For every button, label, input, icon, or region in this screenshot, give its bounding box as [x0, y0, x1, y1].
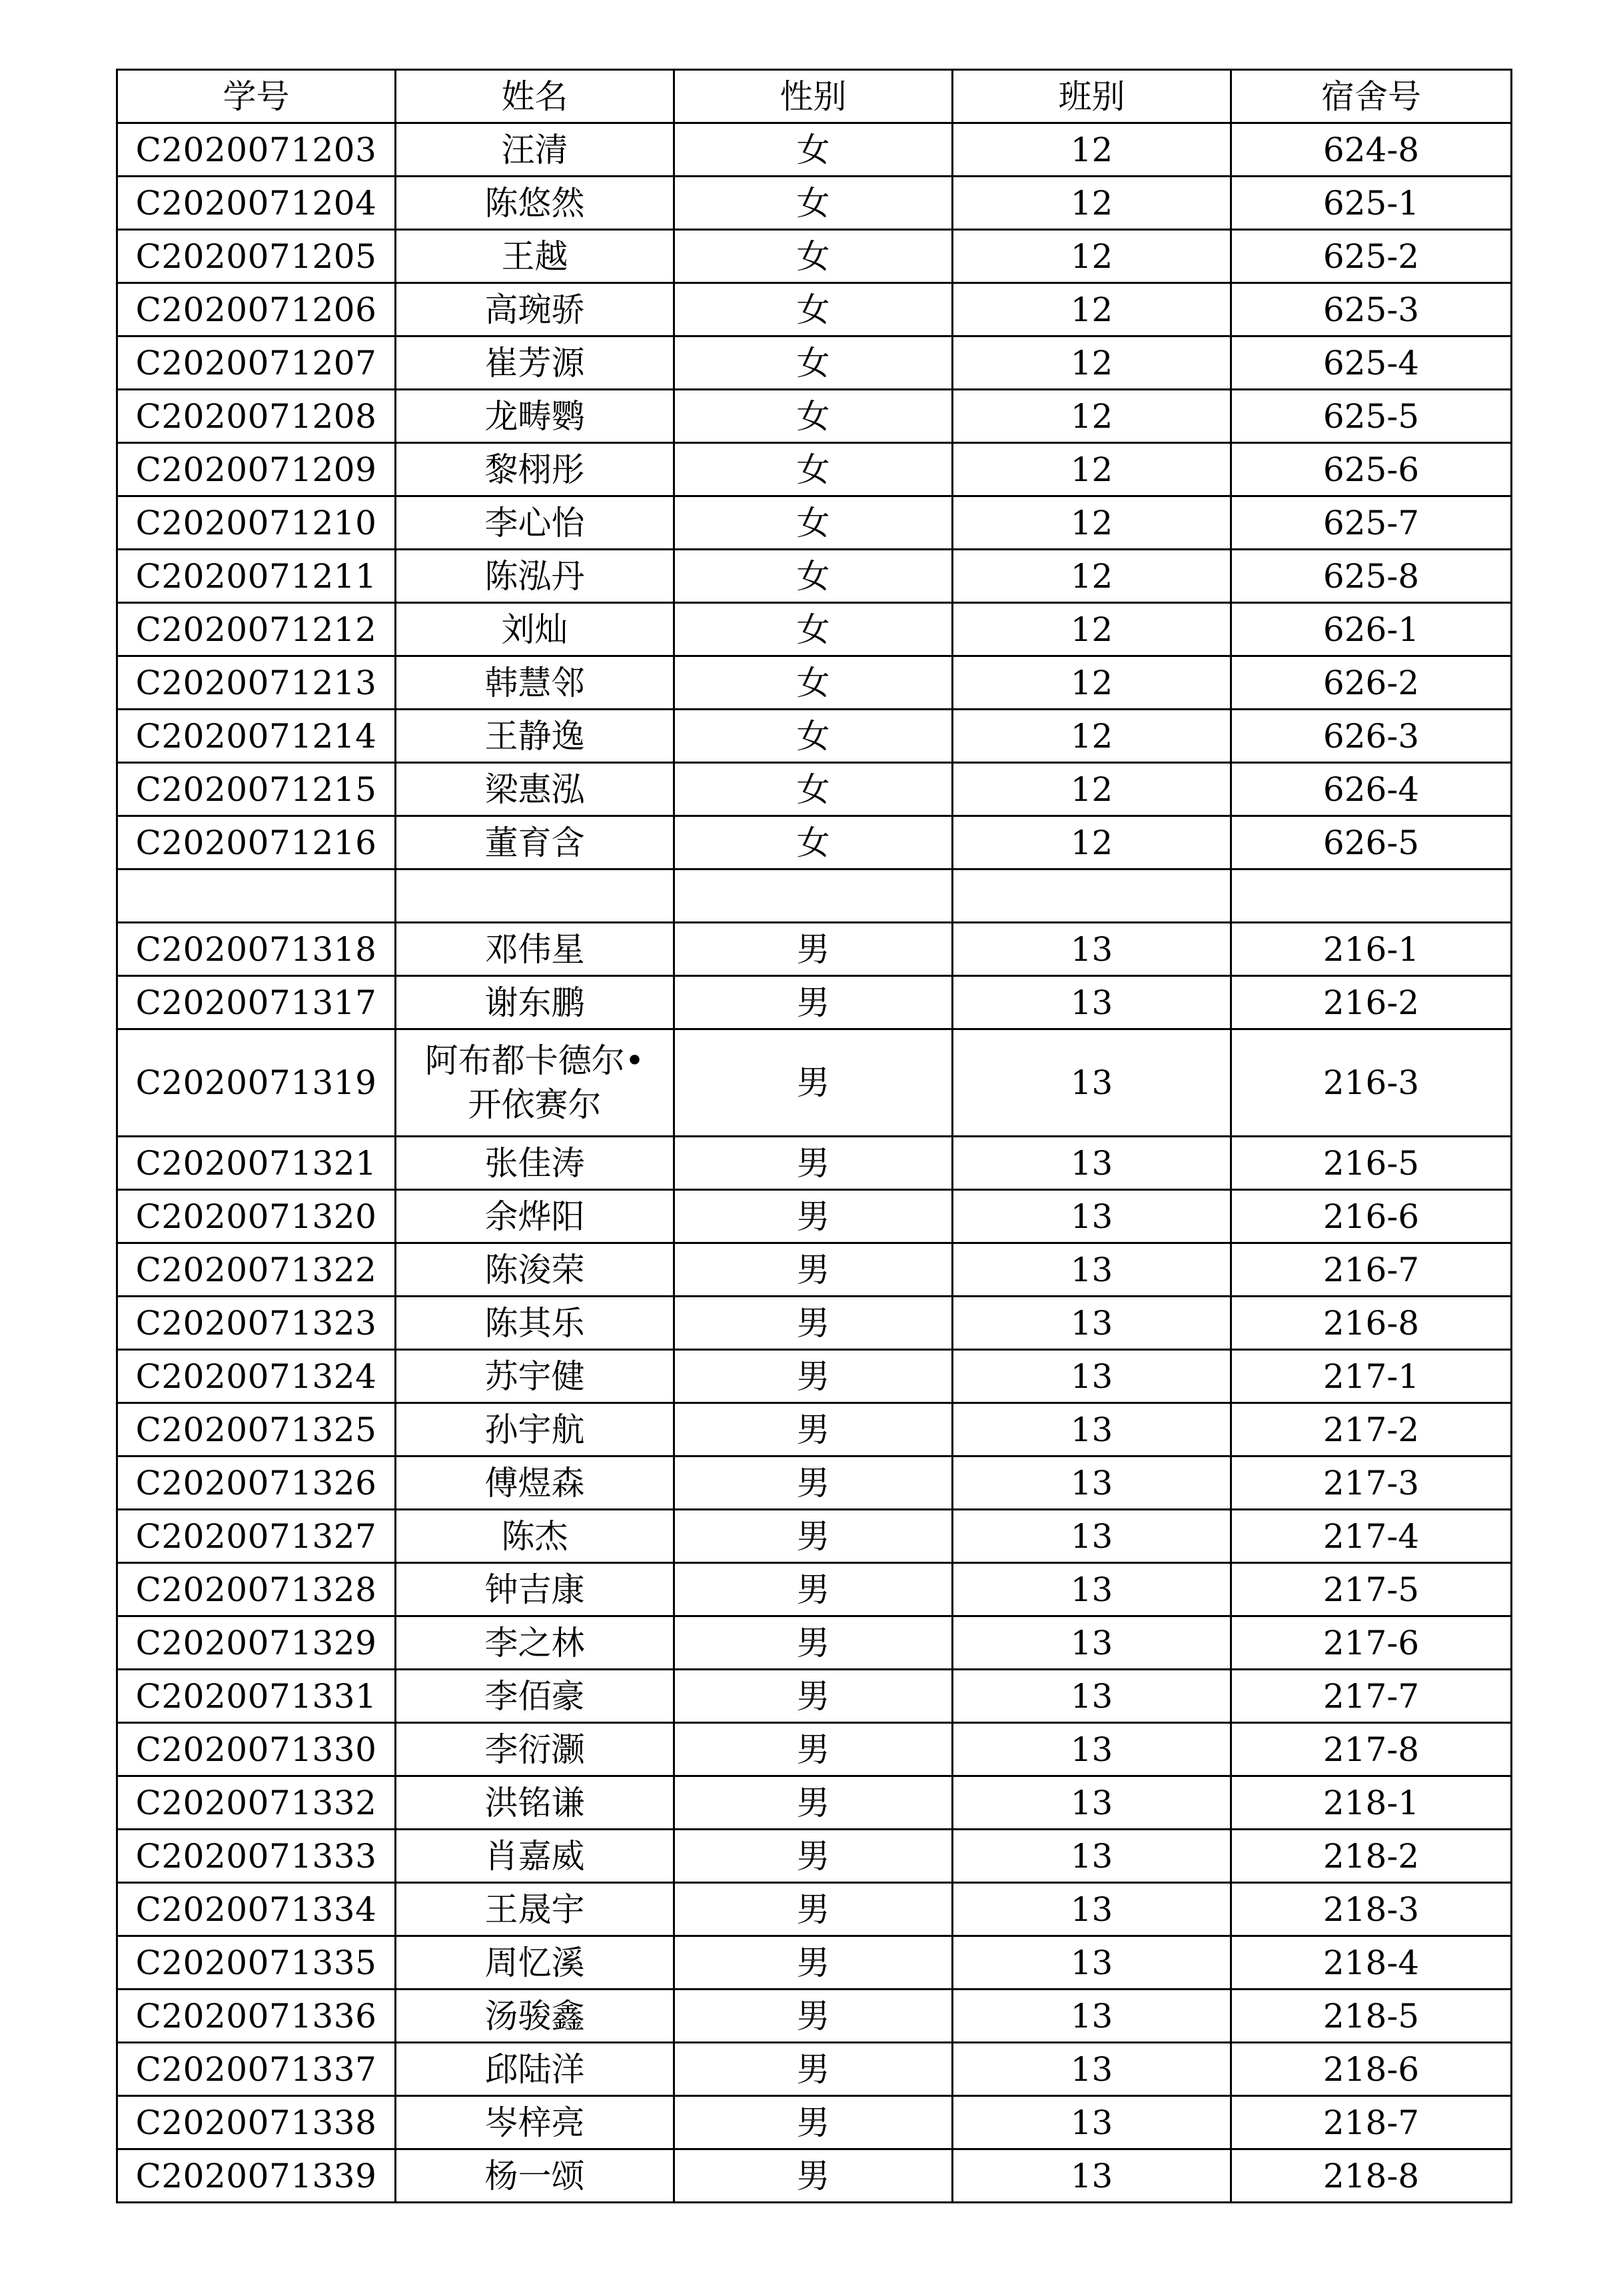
student-id-cell: C2020071209: [117, 443, 396, 496]
student-id-cell: C2020071337: [117, 2043, 396, 2096]
table-row: [117, 336, 1512, 390]
class-cell: 12: [953, 816, 1231, 869]
student-id-cell: C2020071214: [117, 710, 396, 763]
student-id-cell: C2020071336: [117, 1990, 396, 2043]
student-id-cell: C2020071208: [117, 390, 396, 443]
name-cell: 阿布都卡德尔•开依赛尔: [396, 1029, 674, 1137]
gender-cell: 男: [674, 1403, 953, 1456]
name-cell: 李心怡: [396, 496, 674, 550]
table-row: [117, 1137, 1512, 1190]
class-cell: 13: [953, 2043, 1231, 2096]
table-row: [117, 1990, 1512, 2043]
name-cell: 邱陆洋: [396, 2043, 674, 2096]
name-cell: 邓伟星: [396, 923, 674, 976]
gender-cell: 女: [674, 390, 953, 443]
table-row: [117, 390, 1512, 443]
dorm-cell: 626-4: [1231, 763, 1512, 816]
name-cell: 张佳涛: [396, 1137, 674, 1190]
name-cell: 崔芳源: [396, 336, 674, 390]
student-id-cell: C2020071317: [117, 976, 396, 1029]
table-row: [117, 1456, 1512, 1510]
student-id-cell: C2020071324: [117, 1350, 396, 1403]
dorm-cell: 218-8: [1231, 2149, 1512, 2203]
student-id-cell: C2020071330: [117, 1723, 396, 1776]
gender-cell: 男: [674, 1936, 953, 1990]
table-row: [117, 816, 1512, 869]
student-id-cell: C2020071203: [117, 123, 396, 177]
dorm-cell: 625-2: [1231, 230, 1512, 283]
dorm-cell: 216-5: [1231, 1137, 1512, 1190]
table-row: [117, 1830, 1512, 1883]
name-cell: 刘灿: [396, 603, 674, 656]
dorm-cell: 625-3: [1231, 283, 1512, 336]
student-id-cell: C2020071213: [117, 656, 396, 710]
class-cell: 13: [953, 1883, 1231, 1936]
student-id-cell: C2020071216: [117, 816, 396, 869]
table-row: [117, 1350, 1512, 1403]
name-cell: 高琬骄: [396, 283, 674, 336]
roster-sheet: [116, 69, 1510, 2203]
table-row: [117, 1776, 1512, 1830]
name-cell: 李佰豪: [396, 1670, 674, 1723]
dormitory-roster-table: [116, 69, 1512, 2203]
dorm-cell: 216-6: [1231, 1190, 1512, 1243]
class-cell: 13: [953, 2096, 1231, 2149]
gender-cell: 男: [674, 2096, 953, 2149]
class-cell: 13: [953, 1990, 1231, 2043]
gender-cell: 女: [674, 230, 953, 283]
name-cell: 王静逸: [396, 710, 674, 763]
student-id-cell: C2020071329: [117, 1616, 396, 1670]
student-id-cell: C2020071212: [117, 603, 396, 656]
gender-cell: 男: [674, 923, 953, 976]
gender-cell: 女: [674, 177, 953, 230]
class-cell: 13: [953, 923, 1231, 976]
table-row: [117, 1403, 1512, 1456]
gender-cell: 女: [674, 603, 953, 656]
dorm-cell: 216-1: [1231, 923, 1512, 976]
student-id-cell: [117, 869, 396, 923]
student-id-cell: C2020071206: [117, 283, 396, 336]
class-cell: 12: [953, 710, 1231, 763]
gender-cell: 女: [674, 763, 953, 816]
class-cell: 12: [953, 390, 1231, 443]
dorm-cell: 626-2: [1231, 656, 1512, 710]
gender-cell: 男: [674, 1563, 953, 1616]
class-cell: 13: [953, 1137, 1231, 1190]
student-id-cell: C2020071215: [117, 763, 396, 816]
class-cell: 13: [953, 1029, 1231, 1137]
table-row: [117, 1510, 1512, 1563]
name-cell: 傅煜森: [396, 1456, 674, 1510]
header-name: 姓名: [396, 70, 674, 123]
class-cell: 12: [953, 177, 1231, 230]
table-row: [117, 1936, 1512, 1990]
table-row: [117, 1670, 1512, 1723]
student-id-cell: C2020071320: [117, 1190, 396, 1243]
dorm-cell: 218-1: [1231, 1776, 1512, 1830]
gender-cell: 男: [674, 1029, 953, 1137]
gender-cell: 女: [674, 816, 953, 869]
student-id-cell: C2020071318: [117, 923, 396, 976]
name-cell: 陈泓丹: [396, 550, 674, 603]
dorm-cell: 218-5: [1231, 1990, 1512, 2043]
dorm-cell: 217-8: [1231, 1723, 1512, 1776]
table-row: [117, 656, 1512, 710]
dorm-cell: 624-8: [1231, 123, 1512, 177]
dorm-cell: 218-2: [1231, 1830, 1512, 1883]
dorm-cell: 218-7: [1231, 2096, 1512, 2149]
table-row: [117, 1297, 1512, 1350]
name-cell: 余烨阳: [396, 1190, 674, 1243]
table-row: [117, 443, 1512, 496]
table-row: [117, 2096, 1512, 2149]
gender-cell: 男: [674, 1243, 953, 1297]
student-id-cell: C2020071328: [117, 1563, 396, 1616]
student-id-cell: C2020071332: [117, 1776, 396, 1830]
gender-cell: 女: [674, 656, 953, 710]
student-id-cell: C2020071207: [117, 336, 396, 390]
dorm-cell: 625-7: [1231, 496, 1512, 550]
name-cell: 黎栩彤: [396, 443, 674, 496]
student-id-cell: C2020071325: [117, 1403, 396, 1456]
gender-cell: 女: [674, 123, 953, 177]
name-cell: 董育含: [396, 816, 674, 869]
gender-cell: 男: [674, 1616, 953, 1670]
dorm-cell: 216-3: [1231, 1029, 1512, 1137]
name-cell: 洪铭谦: [396, 1776, 674, 1830]
gender-cell: 男: [674, 1830, 953, 1883]
name-cell: 苏宇健: [396, 1350, 674, 1403]
gender-cell: 男: [674, 1670, 953, 1723]
gender-cell: 女: [674, 283, 953, 336]
class-cell: 12: [953, 496, 1231, 550]
name-cell: 李衍灏: [396, 1723, 674, 1776]
dorm-cell: 217-7: [1231, 1670, 1512, 1723]
dorm-cell: 216-7: [1231, 1243, 1512, 1297]
table-row: [117, 496, 1512, 550]
student-id-cell: C2020071321: [117, 1137, 396, 1190]
class-cell: 12: [953, 336, 1231, 390]
table-row: [117, 1029, 1512, 1137]
dorm-cell: 218-4: [1231, 1936, 1512, 1990]
student-id-cell: C2020071319: [117, 1029, 396, 1137]
class-cell: [953, 869, 1231, 923]
student-id-cell: C2020071338: [117, 2096, 396, 2149]
blank-separator-row: [117, 869, 1512, 923]
class-cell: 12: [953, 656, 1231, 710]
table-row: [117, 177, 1512, 230]
dorm-cell: 217-4: [1231, 1510, 1512, 1563]
class-cell: 13: [953, 1670, 1231, 1723]
class-cell: 12: [953, 763, 1231, 816]
table-row: [117, 1190, 1512, 1243]
dorm-cell: 217-5: [1231, 1563, 1512, 1616]
table-row: [117, 1563, 1512, 1616]
table-row: [117, 603, 1512, 656]
table-header-row: [117, 70, 1512, 123]
student-id-cell: C2020071210: [117, 496, 396, 550]
name-cell: 王晟宇: [396, 1883, 674, 1936]
gender-cell: 女: [674, 710, 953, 763]
name-cell: 王越: [396, 230, 674, 283]
class-cell: 13: [953, 1350, 1231, 1403]
class-cell: 13: [953, 1190, 1231, 1243]
dorm-cell: [1231, 869, 1512, 923]
name-cell: [396, 869, 674, 923]
dorm-cell: 626-5: [1231, 816, 1512, 869]
table-row: [117, 710, 1512, 763]
gender-cell: 女: [674, 550, 953, 603]
class-cell: 13: [953, 976, 1231, 1029]
student-id-cell: C2020071204: [117, 177, 396, 230]
gender-cell: 男: [674, 1990, 953, 2043]
student-id-cell: C2020071334: [117, 1883, 396, 1936]
name-cell: 谢东鹏: [396, 976, 674, 1029]
class-cell: 12: [953, 550, 1231, 603]
gender-cell: 男: [674, 2149, 953, 2203]
dorm-cell: 625-4: [1231, 336, 1512, 390]
gender-cell: 男: [674, 1137, 953, 1190]
table-row: [117, 123, 1512, 177]
gender-cell: 男: [674, 1350, 953, 1403]
gender-cell: 女: [674, 496, 953, 550]
table-row: [117, 550, 1512, 603]
name-cell: 陈杰: [396, 1510, 674, 1563]
gender-cell: 男: [674, 1883, 953, 1936]
gender-cell: [674, 869, 953, 923]
student-id-cell: C2020071326: [117, 1456, 396, 1510]
header-dorm-number: 宿舍号: [1231, 70, 1512, 123]
dorm-cell: 217-6: [1231, 1616, 1512, 1670]
table-row: [117, 2043, 1512, 2096]
name-cell: 肖嘉威: [396, 1830, 674, 1883]
name-cell: 陈浚荣: [396, 1243, 674, 1297]
name-cell: 孙宇航: [396, 1403, 674, 1456]
class-cell: 13: [953, 1563, 1231, 1616]
dorm-cell: 625-8: [1231, 550, 1512, 603]
class-cell: 13: [953, 1830, 1231, 1883]
table-row: [117, 230, 1512, 283]
class-cell: 13: [953, 1723, 1231, 1776]
name-cell: 汪清: [396, 123, 674, 177]
class-cell: 13: [953, 1616, 1231, 1670]
table-row: [117, 1616, 1512, 1670]
class-cell: 13: [953, 2149, 1231, 2203]
name-cell: 陈悠然: [396, 177, 674, 230]
header-gender: 性别: [674, 70, 953, 123]
table-body: [117, 123, 1512, 2203]
dorm-cell: 216-8: [1231, 1297, 1512, 1350]
table-row: [117, 763, 1512, 816]
student-id-cell: C2020071335: [117, 1936, 396, 1990]
class-cell: 13: [953, 1456, 1231, 1510]
class-cell: 13: [953, 1776, 1231, 1830]
name-cell: 杨一颂: [396, 2149, 674, 2203]
dorm-cell: 626-3: [1231, 710, 1512, 763]
table-row: [117, 1883, 1512, 1936]
class-cell: 13: [953, 1936, 1231, 1990]
student-id-cell: C2020071322: [117, 1243, 396, 1297]
student-id-cell: C2020071331: [117, 1670, 396, 1723]
student-id-cell: C2020071327: [117, 1510, 396, 1563]
class-cell: 13: [953, 1297, 1231, 1350]
gender-cell: 男: [674, 976, 953, 1029]
dorm-cell: 216-2: [1231, 976, 1512, 1029]
gender-cell: 男: [674, 1776, 953, 1830]
gender-cell: 男: [674, 1190, 953, 1243]
dorm-cell: 625-6: [1231, 443, 1512, 496]
dorm-cell: 218-3: [1231, 1883, 1512, 1936]
gender-cell: 男: [674, 1723, 953, 1776]
name-cell: 周忆溪: [396, 1936, 674, 1990]
gender-cell: 女: [674, 443, 953, 496]
student-id-cell: C2020071333: [117, 1830, 396, 1883]
table-row: [117, 283, 1512, 336]
class-cell: 12: [953, 123, 1231, 177]
class-cell: 12: [953, 443, 1231, 496]
name-cell: 钟吉康: [396, 1563, 674, 1616]
name-cell: 岑梓亮: [396, 2096, 674, 2149]
class-cell: 12: [953, 283, 1231, 336]
gender-cell: 男: [674, 1456, 953, 1510]
student-id-cell: C2020071205: [117, 230, 396, 283]
name-cell: 梁惠泓: [396, 763, 674, 816]
dorm-cell: 217-1: [1231, 1350, 1512, 1403]
name-cell: 李之林: [396, 1616, 674, 1670]
gender-cell: 男: [674, 1297, 953, 1350]
class-cell: 13: [953, 1403, 1231, 1456]
gender-cell: 男: [674, 1510, 953, 1563]
table-row: [117, 1723, 1512, 1776]
dorm-cell: 217-2: [1231, 1403, 1512, 1456]
table-row: [117, 923, 1512, 976]
name-cell: 韩慧邻: [396, 656, 674, 710]
class-cell: 13: [953, 1510, 1231, 1563]
student-id-cell: C2020071211: [117, 550, 396, 603]
dorm-cell: 625-1: [1231, 177, 1512, 230]
table-row: [117, 1243, 1512, 1297]
class-cell: 12: [953, 603, 1231, 656]
gender-cell: 男: [674, 2043, 953, 2096]
student-id-cell: C2020071323: [117, 1297, 396, 1350]
name-cell: 龙畴鹦: [396, 390, 674, 443]
name-cell: 陈其乐: [396, 1297, 674, 1350]
dorm-cell: 626-1: [1231, 603, 1512, 656]
dorm-cell: 625-5: [1231, 390, 1512, 443]
table-row: [117, 976, 1512, 1029]
student-id-cell: C2020071339: [117, 2149, 396, 2203]
dorm-cell: 217-3: [1231, 1456, 1512, 1510]
header-student-id: 学号: [117, 70, 396, 123]
gender-cell: 女: [674, 336, 953, 390]
name-cell: 汤骏鑫: [396, 1990, 674, 2043]
table-row: [117, 2149, 1512, 2203]
dorm-cell: 218-6: [1231, 2043, 1512, 2096]
class-cell: 12: [953, 230, 1231, 283]
header-class: 班别: [953, 70, 1231, 123]
class-cell: 13: [953, 1243, 1231, 1297]
